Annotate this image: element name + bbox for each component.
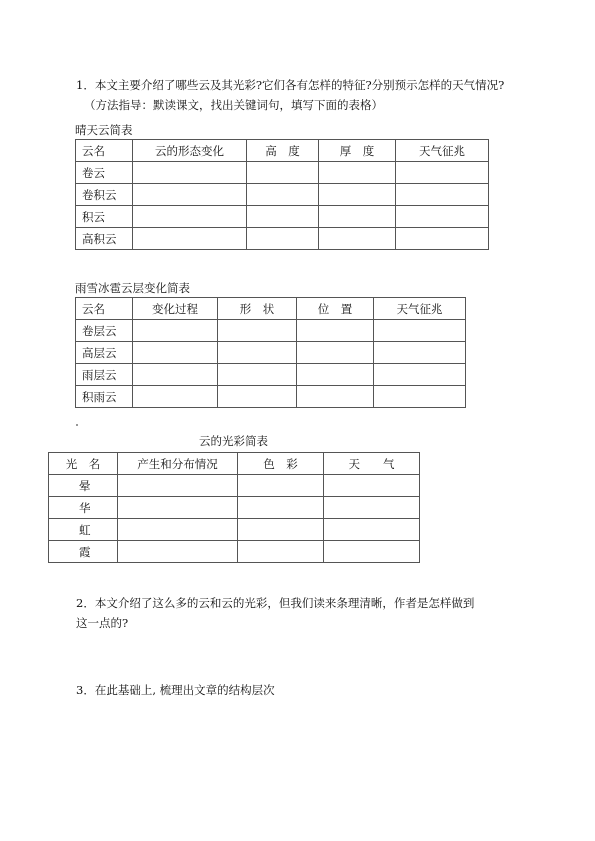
- header-cell: 产生和分布情况: [118, 453, 238, 475]
- blank-cell[interactable]: [133, 228, 247, 250]
- blank-cell[interactable]: [133, 206, 247, 228]
- blank-cell[interactable]: [247, 162, 319, 184]
- blank-cell[interactable]: [133, 320, 218, 342]
- blank-cell[interactable]: [297, 364, 374, 386]
- header-cell: 云名: [76, 298, 133, 320]
- row-label: 积云: [76, 206, 133, 228]
- question-2-line-1: 2．本文介绍了这么多的云和云的光彩，但我们读来条理清晰，作者是怎样做到: [76, 596, 475, 610]
- blank-cell[interactable]: [396, 184, 489, 206]
- blank-cell[interactable]: [238, 541, 324, 563]
- header-cell: 变化过程: [133, 298, 218, 320]
- blank-cell[interactable]: [319, 228, 396, 250]
- header-cell: 云的形态变化: [133, 140, 247, 162]
- table-row: [49, 541, 420, 563]
- table-row: [76, 162, 489, 184]
- question-1-method-hint: （方法指导：默读课文，找出关键词句，填写下面的表格）: [84, 98, 383, 112]
- question-2-line-2: 这一点的?: [76, 616, 129, 630]
- stray-dot: [76, 424, 78, 426]
- blank-cell[interactable]: [133, 386, 218, 408]
- blank-cell[interactable]: [319, 206, 396, 228]
- blank-cell[interactable]: [297, 386, 374, 408]
- row-label: 卷云: [76, 162, 133, 184]
- row-label: 积雨云: [76, 386, 133, 408]
- blank-cell[interactable]: [319, 162, 396, 184]
- blank-cell[interactable]: [247, 228, 319, 250]
- header-cell: 天气征兆: [374, 298, 466, 320]
- blank-cell[interactable]: [297, 320, 374, 342]
- blank-cell[interactable]: [396, 228, 489, 250]
- blank-cell[interactable]: [218, 342, 297, 364]
- header-cell: 天 气: [324, 453, 420, 475]
- blank-cell[interactable]: [133, 184, 247, 206]
- rain-snow-clouds-table: [75, 297, 466, 408]
- row-label: 高层云: [76, 342, 133, 364]
- table-2-title: 雨雪冰雹云层变化简表: [75, 281, 190, 295]
- blank-cell[interactable]: [118, 541, 238, 563]
- row-label: 虹: [49, 519, 118, 541]
- blank-cell[interactable]: [118, 497, 238, 519]
- blank-cell[interactable]: [133, 364, 218, 386]
- row-label: 卷积云: [76, 184, 133, 206]
- sunny-clouds-table: [75, 139, 489, 250]
- header-cell: 位 置: [297, 298, 374, 320]
- table-row: [76, 342, 466, 364]
- blank-cell[interactable]: [324, 541, 420, 563]
- header-cell: 厚 度: [319, 140, 396, 162]
- blank-cell[interactable]: [396, 206, 489, 228]
- blank-cell[interactable]: [374, 342, 466, 364]
- row-label: 霞: [49, 541, 118, 563]
- blank-cell[interactable]: [238, 475, 324, 497]
- header-cell: 形 状: [218, 298, 297, 320]
- blank-cell[interactable]: [247, 206, 319, 228]
- table-row: [76, 364, 466, 386]
- table-row: [76, 184, 489, 206]
- row-label: 华: [49, 497, 118, 519]
- blank-cell[interactable]: [218, 320, 297, 342]
- blank-cell[interactable]: [118, 475, 238, 497]
- header-cell: 光 名: [49, 453, 118, 475]
- table-3-title: 云的光彩简表: [199, 434, 268, 448]
- blank-cell[interactable]: [374, 320, 466, 342]
- table-header-row: [76, 298, 466, 320]
- table-header-row: [49, 453, 420, 475]
- table-row: [49, 475, 420, 497]
- blank-cell[interactable]: [247, 184, 319, 206]
- table-1-title: 晴天云简表: [75, 123, 133, 137]
- table-row: [49, 519, 420, 541]
- cloud-colors-table: [48, 452, 420, 563]
- blank-cell[interactable]: [324, 519, 420, 541]
- row-label: 卷层云: [76, 320, 133, 342]
- table-header-row: [76, 140, 489, 162]
- row-label: 雨层云: [76, 364, 133, 386]
- table-row: [49, 497, 420, 519]
- table-row: [76, 206, 489, 228]
- blank-cell[interactable]: [133, 342, 218, 364]
- blank-cell[interactable]: [218, 364, 297, 386]
- header-cell: 高 度: [247, 140, 319, 162]
- row-label: 晕: [49, 475, 118, 497]
- blank-cell[interactable]: [396, 162, 489, 184]
- blank-cell[interactable]: [297, 342, 374, 364]
- header-cell: 色 彩: [238, 453, 324, 475]
- blank-cell[interactable]: [319, 184, 396, 206]
- table-row: [76, 386, 466, 408]
- header-cell: 天气征兆: [396, 140, 489, 162]
- blank-cell[interactable]: [133, 162, 247, 184]
- blank-cell[interactable]: [374, 364, 466, 386]
- question-3-line-1: 3．在此基础上, 梳理出文章的结构层次: [76, 683, 275, 697]
- header-cell: 云名: [76, 140, 133, 162]
- row-label: 高积云: [76, 228, 133, 250]
- blank-cell[interactable]: [238, 497, 324, 519]
- blank-cell[interactable]: [374, 386, 466, 408]
- table-row: [76, 228, 489, 250]
- blank-cell[interactable]: [324, 475, 420, 497]
- blank-cell[interactable]: [324, 497, 420, 519]
- blank-cell[interactable]: [238, 519, 324, 541]
- blank-cell[interactable]: [218, 386, 297, 408]
- table-row: [76, 320, 466, 342]
- blank-cell[interactable]: [118, 519, 238, 541]
- question-1-line-1: 1．本文主要介绍了哪些云及其光彩?它们各有怎样的特征?分别预示怎样的天气情况?: [76, 78, 505, 92]
